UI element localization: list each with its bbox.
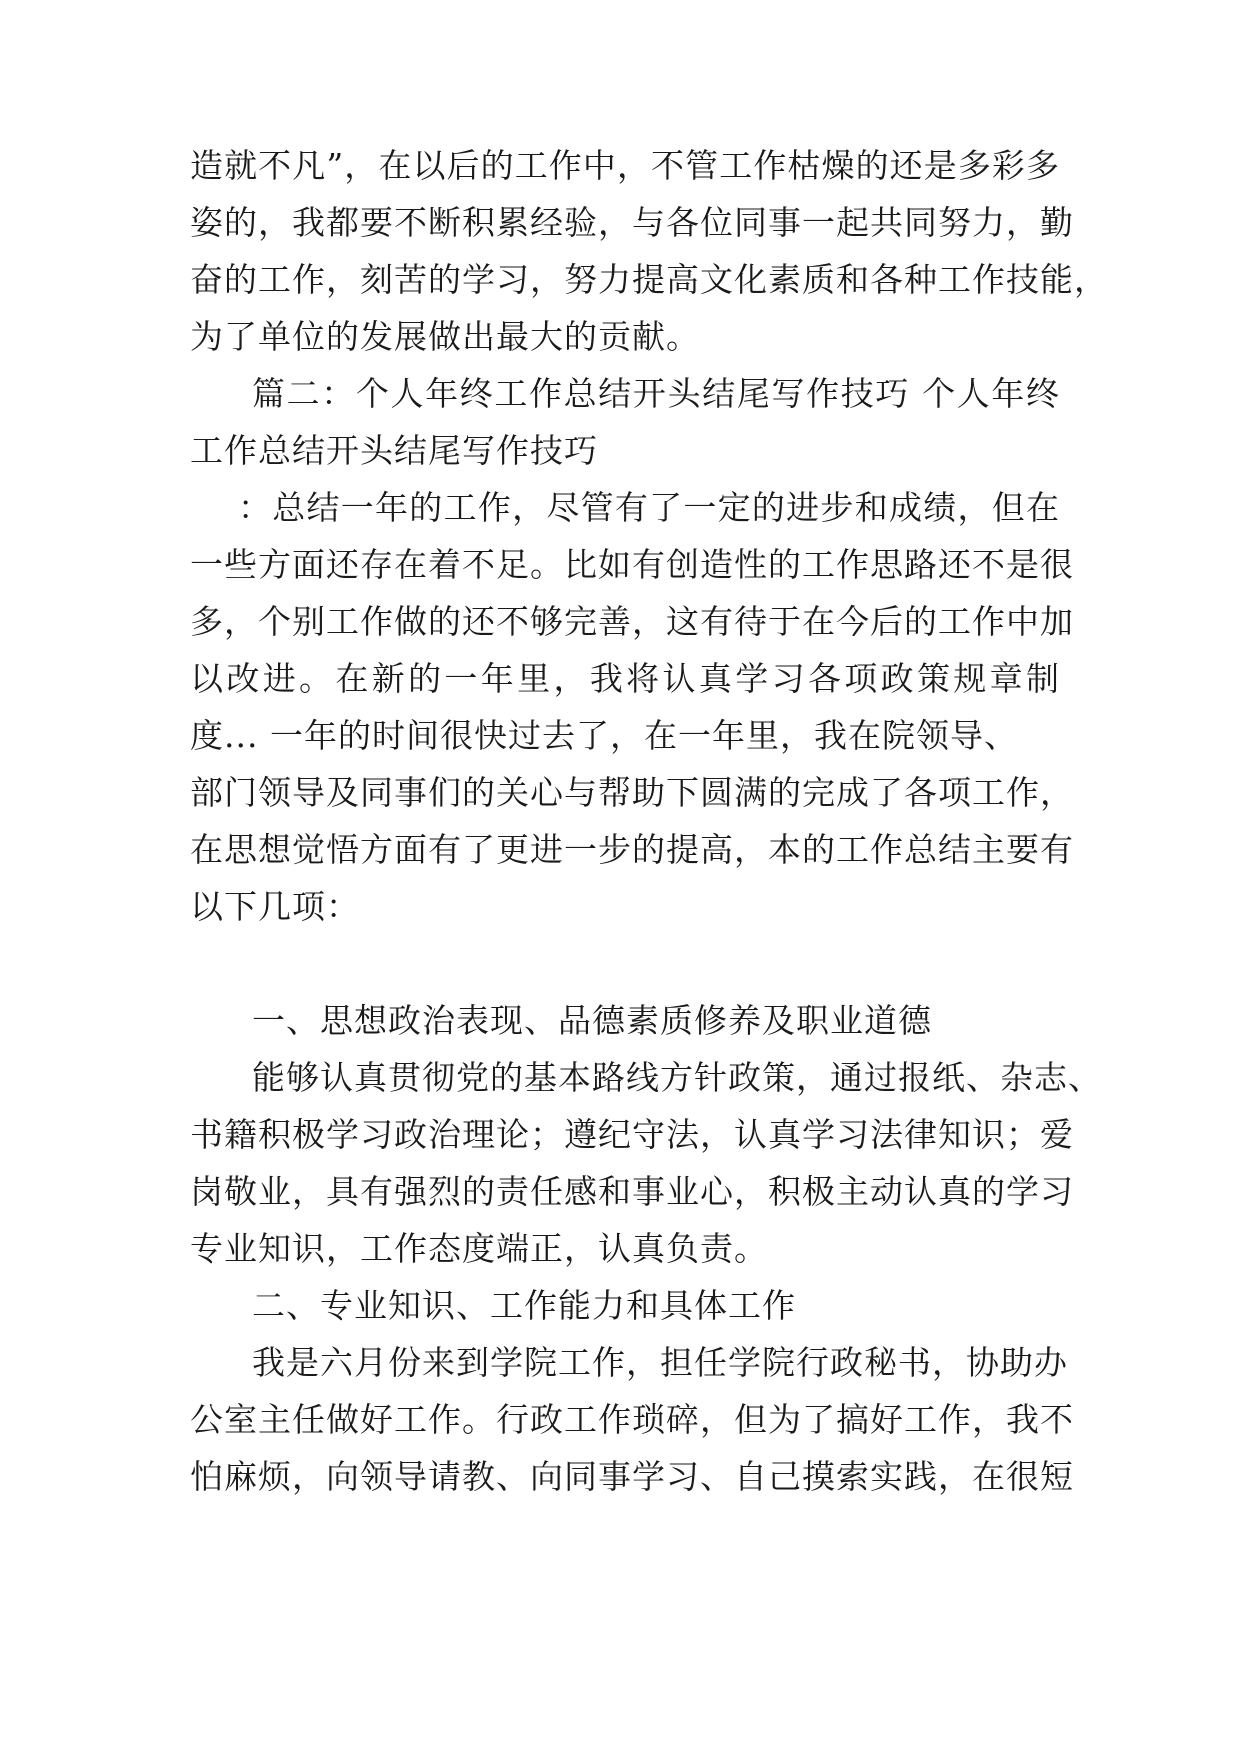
text-line: 能够认真贯彻党的基本路线方针政策，通过报纸、杂志、 [252, 1058, 1102, 1097]
text-line: 度... 一年的时间很快过去了，在一年里，我在院领导、 [190, 716, 1018, 755]
subheading-1: 一、思想政治表现、品德素质修养及职业道德 [252, 1001, 932, 1040]
text-line: 部门领导及同事们的关心与帮助下圆满的完成了各项工作， [190, 773, 1074, 812]
text-line: 以下几项： [190, 887, 360, 926]
text-line: 公室主任做好工作。行政工作琐碎，但为了搞好工作，我不 [190, 1400, 1074, 1439]
text-line: 怕麻烦，向领导请教、向同事学习、自己摸索实践，在很短 [190, 1457, 1074, 1496]
text-line: 多，个别工作做的还不够完善，这有待于在今后的工作中加 [190, 602, 1074, 641]
text-line: 专业知识，工作态度端正，认真负责。 [190, 1229, 768, 1268]
text-line: 以改进。在新的一年里，我将认真学习各项政策规章制 [190, 659, 1060, 698]
section-heading-continued: 工作总结开头结尾写作技巧 [190, 431, 598, 470]
section-heading: 篇二：个人年终工作总结开头结尾写作技巧 个人年终 [252, 374, 1060, 413]
text-line: 在思想觉悟方面有了更进一步的提高，本的工作总结主要有 [190, 830, 1074, 869]
subheading-2: 二、专业知识、工作能力和具体工作 [252, 1286, 796, 1325]
text-line: 一些方面还存在着不足。比如有创造性的工作思路还不是很 [190, 545, 1074, 584]
text-line: 书籍积极学习政治理论；遵纪守法，认真学习法律知识；爱 [190, 1115, 1074, 1154]
text-line: ：总结一年的工作，尽管有了一定的进步和成绩，但在 [238, 488, 1060, 527]
text-line: 造就不凡”，在以后的工作中，不管工作枯燥的还是多彩多 [190, 146, 1060, 185]
text-line: 奋的工作，刻苦的学习，努力提高文化素质和各种工作技能， [190, 260, 1108, 299]
text-line: 为了单位的发展做出最大的贡献。 [190, 317, 700, 356]
text-line: 我是六月份来到学院工作，担任学院行政秘书，协助办 [252, 1343, 1068, 1382]
text-line: 姿的，我都要不断积累经验，与各位同事一起共同努力，勤 [190, 203, 1074, 242]
text-line: 岗敬业，具有强烈的责任感和事业心，积极主动认真的学习 [190, 1172, 1074, 1211]
